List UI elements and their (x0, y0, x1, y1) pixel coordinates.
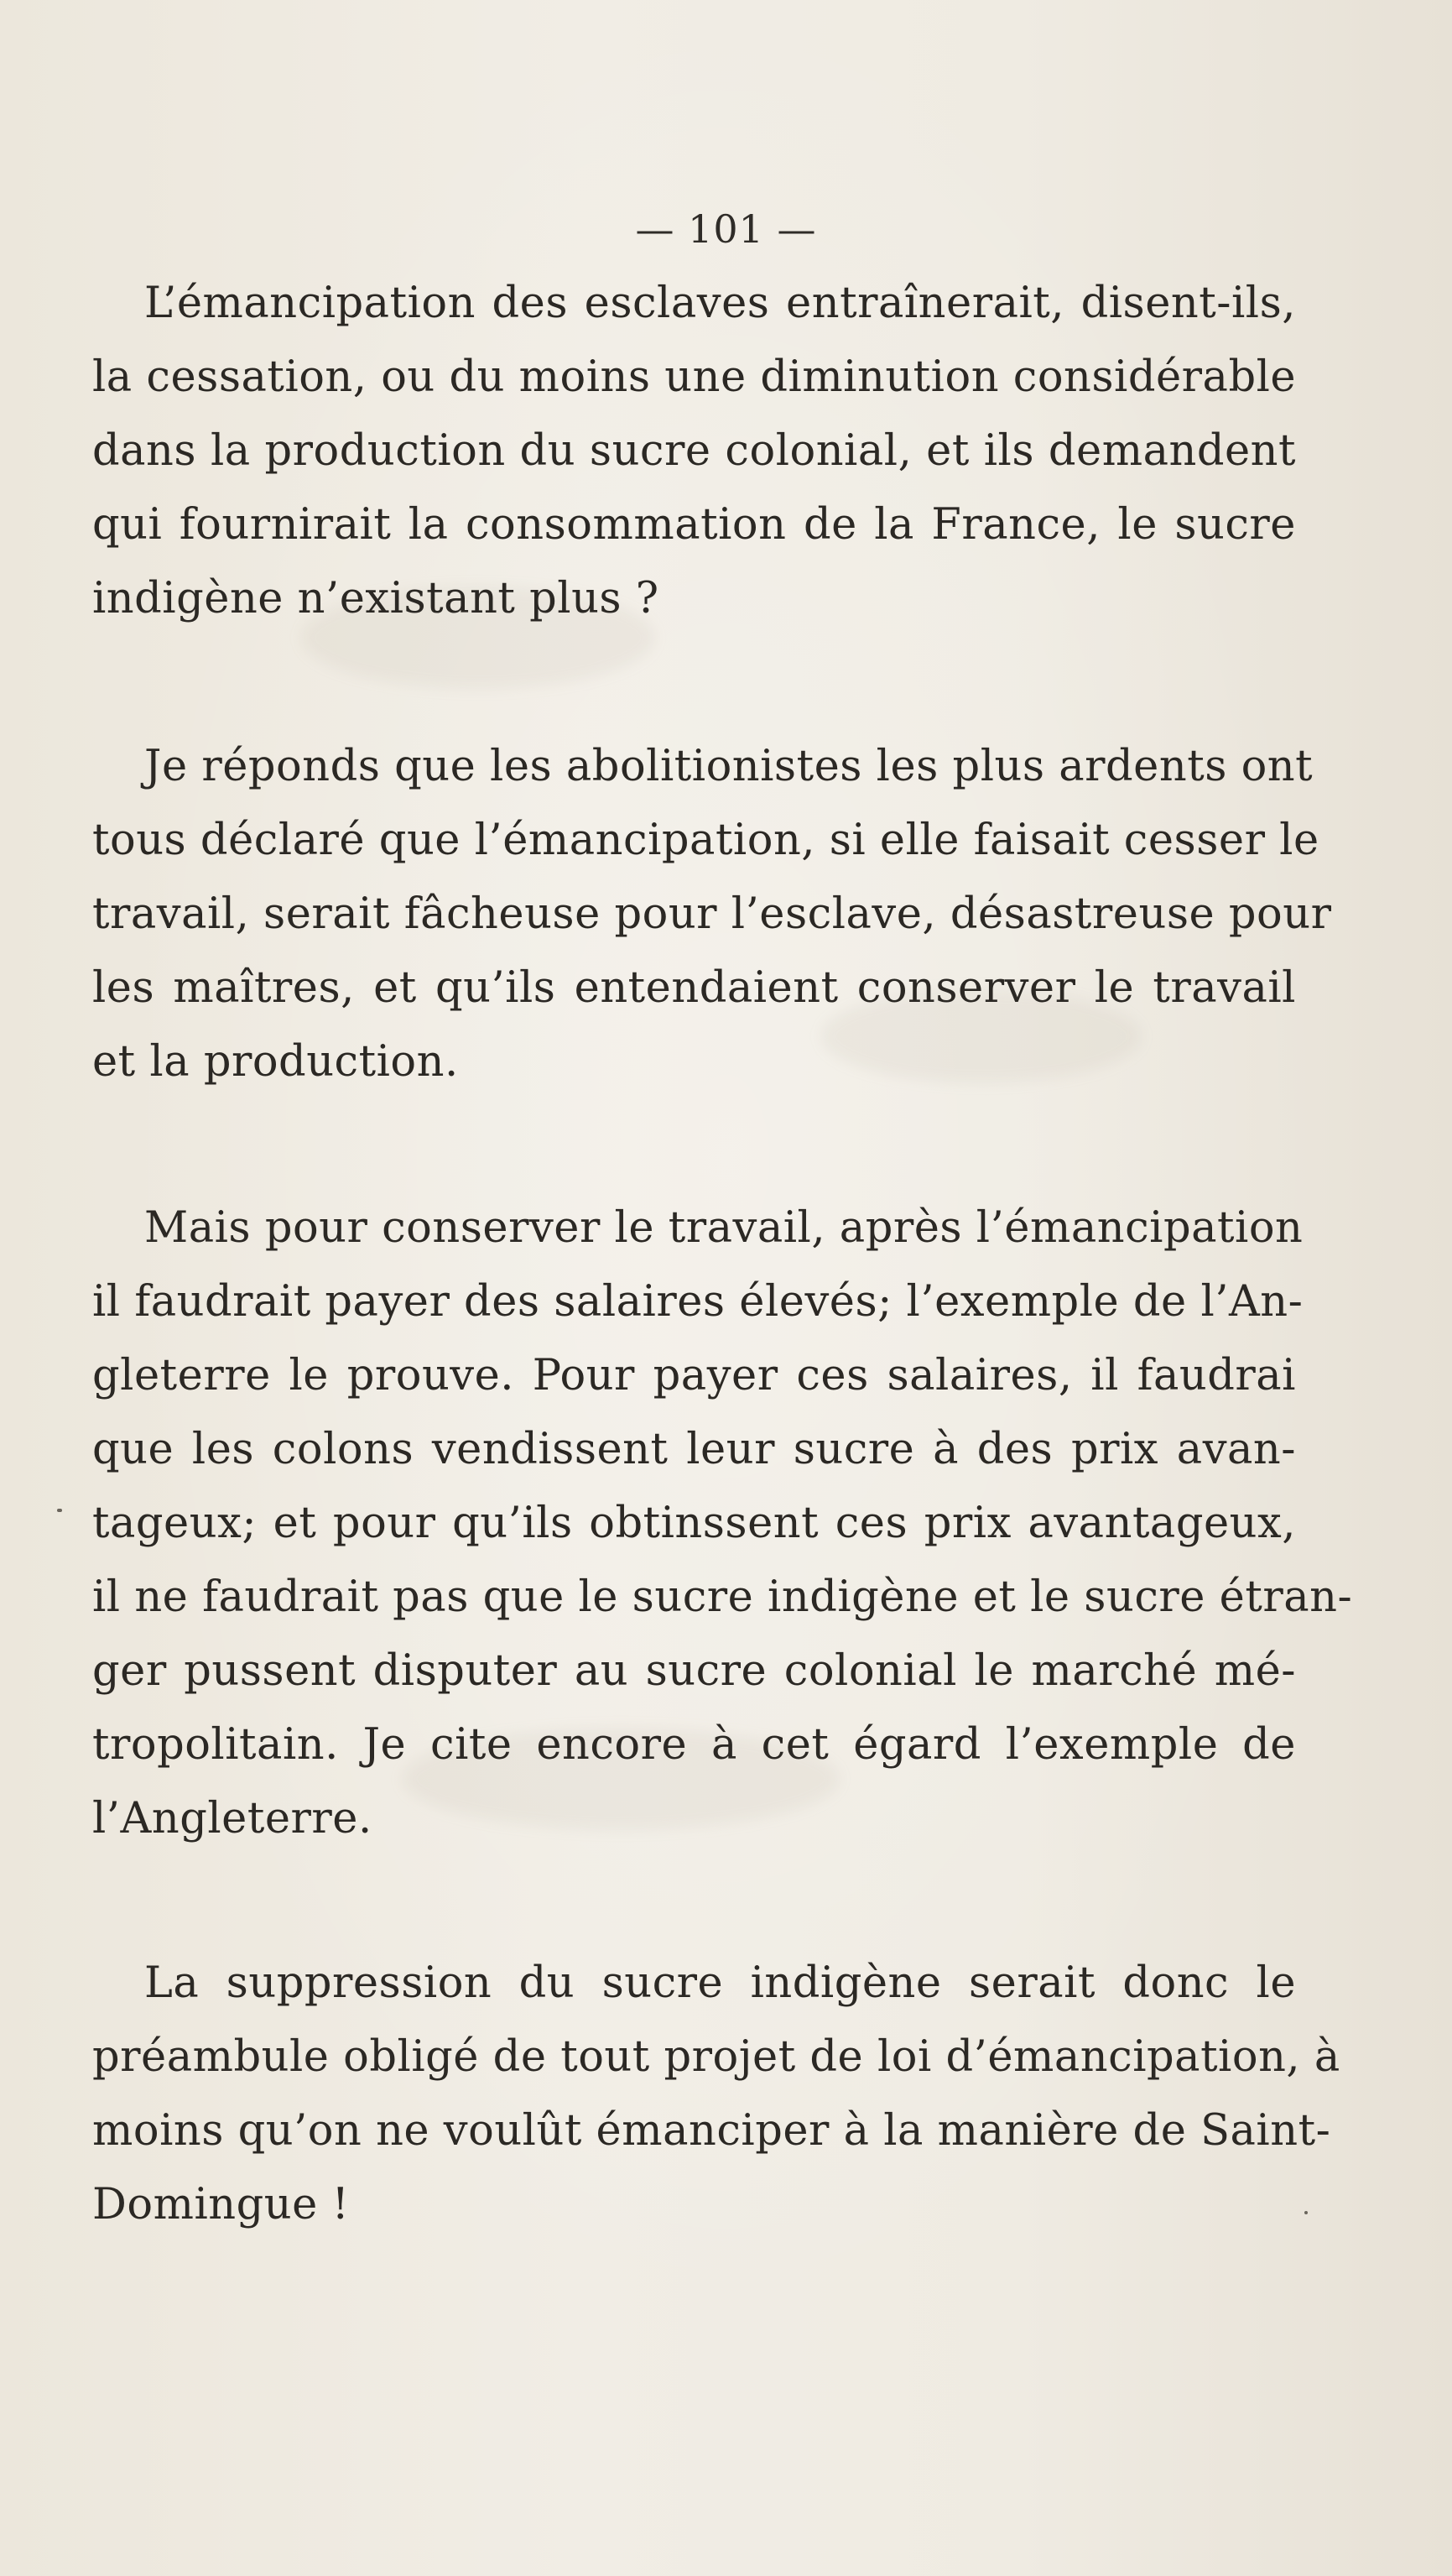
paragraph-3 (92, 1192, 1353, 1856)
text-line: la cessation, ou du moins une diminution considérable (92, 352, 1297, 402)
text-line: ger pussent disputer au sucre colonial le marché mé- (92, 1646, 1296, 1696)
text-line: tropolitain. Je cite encore à cet égard l’exemple de (92, 1720, 1296, 1770)
text-line: L’émancipation des esclaves entraînerait, disent-ils, (144, 279, 1296, 328)
text-line: il faudrait payer des salaires élevés; l’exemple de l’An- (92, 1277, 1304, 1327)
text-line: Domingue ! (92, 2180, 350, 2229)
text-line: Je réponds que les abolitionistes les plus ardents ont (144, 742, 1314, 791)
text-line: tageux; et pour qu’ils obtinssent ces prix avantageux, (92, 1499, 1296, 1548)
text-line: et la production. (92, 1037, 459, 1087)
text-line: qui fournirait la consommation de la France, le sucre (92, 500, 1296, 550)
paragraph-4 (92, 1947, 1340, 2242)
text-line: tous déclaré que l’émancipation, si elle faisait cesser le (92, 816, 1319, 865)
text-line: La suppression du sucre indigène serait donc le (144, 1958, 1296, 2008)
text-line: préambule obligé de tout projet de loi d’émancipation, à (92, 2032, 1340, 2082)
text-line: Mais pour conserver le travail, après l’émancipation (144, 1203, 1304, 1253)
text-line: que les colons vendissent leur sucre à des prix avan- (92, 1425, 1296, 1474)
text-line: travail, serait fâcheuse pour l’esclave, désastreuse pour (92, 889, 1332, 939)
text-line: les maîtres, et qu’ils entendaient conserver le travail (92, 963, 1296, 1013)
text-line: indigène n’existant plus ? (92, 574, 659, 623)
text-line: dans la production du sucre colonial, et ils demandent (92, 426, 1296, 476)
text-line: moins qu’on ne voulût émanciper à la manière de Saint- (92, 2106, 1331, 2156)
page-number: — 101 — (635, 206, 817, 252)
text-line: il ne faudrait pas que le sucre indigène et le sucre étran- (92, 1572, 1353, 1622)
paragraph-1 (92, 267, 1296, 636)
ink-speck (1304, 2211, 1308, 2214)
text-line: gleterre le prouve. Pour payer ces salaires, il faudrai (92, 1351, 1296, 1400)
paragraph-2 (92, 730, 1332, 1099)
ink-speck (57, 1509, 62, 1512)
text-line: l’Angleterre. (92, 1794, 372, 1843)
